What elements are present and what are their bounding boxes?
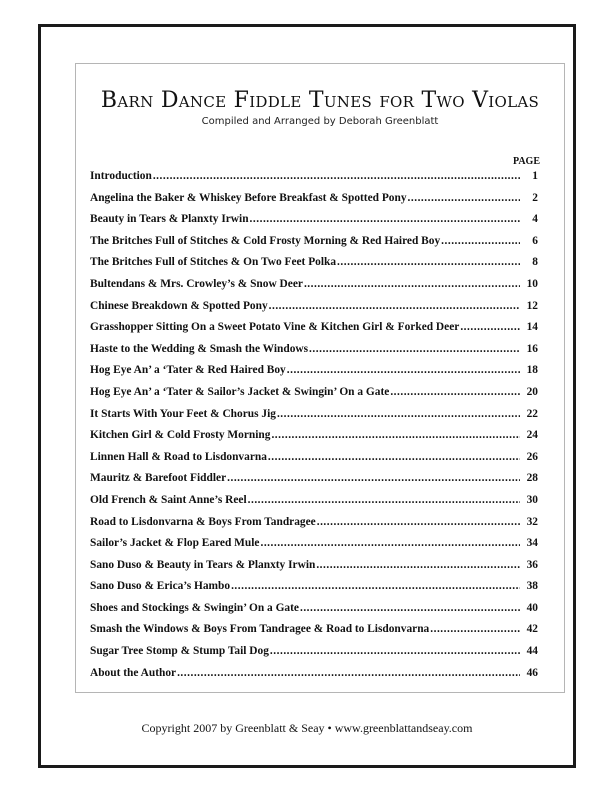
toc-entry[interactable] <box>90 623 538 645</box>
toc-entry[interactable] <box>90 321 538 343</box>
toc-entry-page-number: 44 <box>526 645 538 658</box>
toc-entry[interactable] <box>90 429 538 451</box>
toc-dot-leader <box>250 213 520 225</box>
book-subtitle: Compiled and Arranged by Deborah Greenblatt <box>201 116 439 127</box>
toc-dot-leader <box>300 602 520 614</box>
toc-entry-page-number: 14 <box>526 321 538 334</box>
toc-entry-title: Grasshopper Sitting On a Sweet Potato Vine & Kitchen Girl & Forked Deer <box>90 321 460 334</box>
toc-dot-leader <box>231 580 520 592</box>
toc-entry-title: Sano Duso & Beauty in Tears & Planxty Irwin <box>90 558 316 571</box>
toc-dot-leader <box>430 623 520 635</box>
toc-entry-title: About the Author <box>90 666 177 679</box>
toc-entry-page-number: 40 <box>526 601 538 614</box>
toc-dot-leader <box>227 472 520 484</box>
toc-entry-title: Hog Eye An’ a ‘Tater & Red Haired Boy <box>90 364 286 377</box>
toc-entry-page-number: 26 <box>526 450 538 463</box>
toc-entry-page-number: 38 <box>526 580 538 593</box>
toc-entry-page-number: 12 <box>526 299 538 312</box>
toc-dot-leader <box>441 235 520 247</box>
toc-entry-page-number: 1 <box>532 170 538 182</box>
toc-entry[interactable] <box>90 386 538 408</box>
toc-entry-page-number: 8 <box>532 256 538 269</box>
toc-entry-title: The Britches Full of Stitches & Cold Frosty Morning & Red Haired Boy <box>90 234 441 247</box>
toc-entry-title: Hog Eye An’ a ‘Tater & Sailor’s Jacket & Swingin’ On a Gate <box>90 385 390 398</box>
toc-entry-title: It Starts With Your Feet & Chorus Jig <box>90 407 276 420</box>
toc-entry-title: Angelina the Baker & Whiskey Before Breakfast & Spotted Pony <box>90 191 407 204</box>
toc-entry-title: Smash the Windows & Boys From Tandragee & Road to Lisdonvarna <box>90 623 430 636</box>
toc-dot-leader <box>460 321 520 333</box>
toc-entry[interactable] <box>90 364 538 386</box>
toc-entry-page-number: 6 <box>532 234 538 247</box>
toc-entry-title: Haste to the Wedding & Smash the Windows <box>90 342 309 355</box>
toc-entry-title: Old French & Saint Anne’s Reel <box>90 493 247 506</box>
toc-entry[interactable] <box>90 494 538 516</box>
toc-entry-title: Introduction <box>90 170 152 182</box>
toc-dot-leader <box>287 364 520 376</box>
toc-entry[interactable] <box>90 170 538 192</box>
toc-entry-page-number: 32 <box>526 515 538 528</box>
toc-entry-title: Road to Lisdonvarna & Boys From Tandragee <box>90 515 316 528</box>
toc-entry-page-number: 10 <box>526 277 538 290</box>
toc-dot-leader <box>337 256 520 268</box>
toc-entry-title: Chinese Breakdown & Spotted Pony <box>90 299 268 312</box>
toc-dot-leader <box>153 170 520 182</box>
toc-entry-page-number: 34 <box>526 537 538 550</box>
toc-entry[interactable] <box>90 645 538 667</box>
toc-entry[interactable] <box>90 408 538 430</box>
toc-entry-page-number: 28 <box>526 472 538 485</box>
toc-entry[interactable] <box>90 235 538 257</box>
toc-entry-page-number: 18 <box>526 364 538 377</box>
toc-entry[interactable] <box>90 559 538 581</box>
toc-entry-page-number: 2 <box>532 191 538 204</box>
toc-dot-leader <box>260 537 520 549</box>
toc-entry-page-number: 16 <box>526 342 538 355</box>
toc-dot-leader <box>248 494 520 506</box>
toc-entry[interactable] <box>90 580 538 602</box>
toc-entry-title: Kitchen Girl & Cold Frosty Morning <box>90 429 271 442</box>
toc-entry-page-number: 46 <box>526 666 538 679</box>
toc-entry-page-number: 42 <box>526 623 538 636</box>
toc-entry-title: Bultendans & Mrs. Crowley’s & Snow Deer <box>90 277 303 290</box>
table-of-contents <box>90 170 538 688</box>
toc-entry[interactable] <box>90 343 538 365</box>
toc-entry[interactable] <box>90 602 538 624</box>
toc-entry[interactable] <box>90 300 538 322</box>
toc-entry[interactable] <box>90 256 538 278</box>
toc-dot-leader <box>277 408 520 420</box>
toc-entry-page-number: 20 <box>526 385 538 398</box>
toc-entry-page-number: 30 <box>526 493 538 506</box>
toc-dot-leader <box>316 559 520 571</box>
toc-entry[interactable] <box>90 451 538 473</box>
toc-entry[interactable] <box>90 537 538 559</box>
copyright-footer: Copyright 2007 by Greenblatt & Seay • www.greenblattandseay.com <box>141 721 473 735</box>
toc-dot-leader <box>269 300 520 312</box>
toc-dot-leader <box>408 192 520 204</box>
toc-dot-leader <box>271 429 520 441</box>
toc-entry[interactable] <box>90 472 538 494</box>
toc-entry-page-number: 4 <box>532 213 538 226</box>
toc-entry[interactable] <box>90 667 538 689</box>
toc-dot-leader <box>268 451 520 463</box>
toc-entry-title: Sailor’s Jacket & Flop Eared Mule <box>90 537 260 550</box>
toc-dot-leader <box>309 343 520 355</box>
toc-entry-page-number: 36 <box>526 558 538 571</box>
toc-entry-title: Shoes and Stockings & Swingin’ On a Gate <box>90 601 299 614</box>
book-title: Barn Dance Fiddle Tunes for Two Violas <box>100 88 540 113</box>
toc-entry-title: Sugar Tree Stomp & Stump Tail Dog <box>90 645 269 658</box>
toc-entry-title: Beauty in Tears & Planxty Irwin <box>90 213 249 226</box>
toc-entry-title: Mauritz & Barefoot Fiddler <box>90 472 227 485</box>
toc-dot-leader <box>317 516 520 528</box>
toc-entry[interactable] <box>90 192 538 214</box>
toc-entry[interactable] <box>90 516 538 538</box>
toc-entry-title: Linnen Hall & Road to Lisdonvarna <box>90 450 267 463</box>
toc-entry-page-number: 24 <box>526 429 538 442</box>
toc-entry-page-number: 22 <box>526 407 538 420</box>
toc-dot-leader <box>270 645 520 657</box>
toc-entry[interactable] <box>90 278 538 300</box>
toc-dot-leader <box>390 386 520 398</box>
toc-entry[interactable] <box>90 213 538 235</box>
toc-entry-title: Sano Duso & Erica’s Hambo <box>90 580 231 593</box>
page-column-label: PAGE <box>512 156 540 167</box>
toc-entry-title: The Britches Full of Stitches & On Two Feet Polka <box>90 256 337 269</box>
toc-dot-leader <box>304 278 520 290</box>
toc-dot-leader <box>177 667 520 679</box>
